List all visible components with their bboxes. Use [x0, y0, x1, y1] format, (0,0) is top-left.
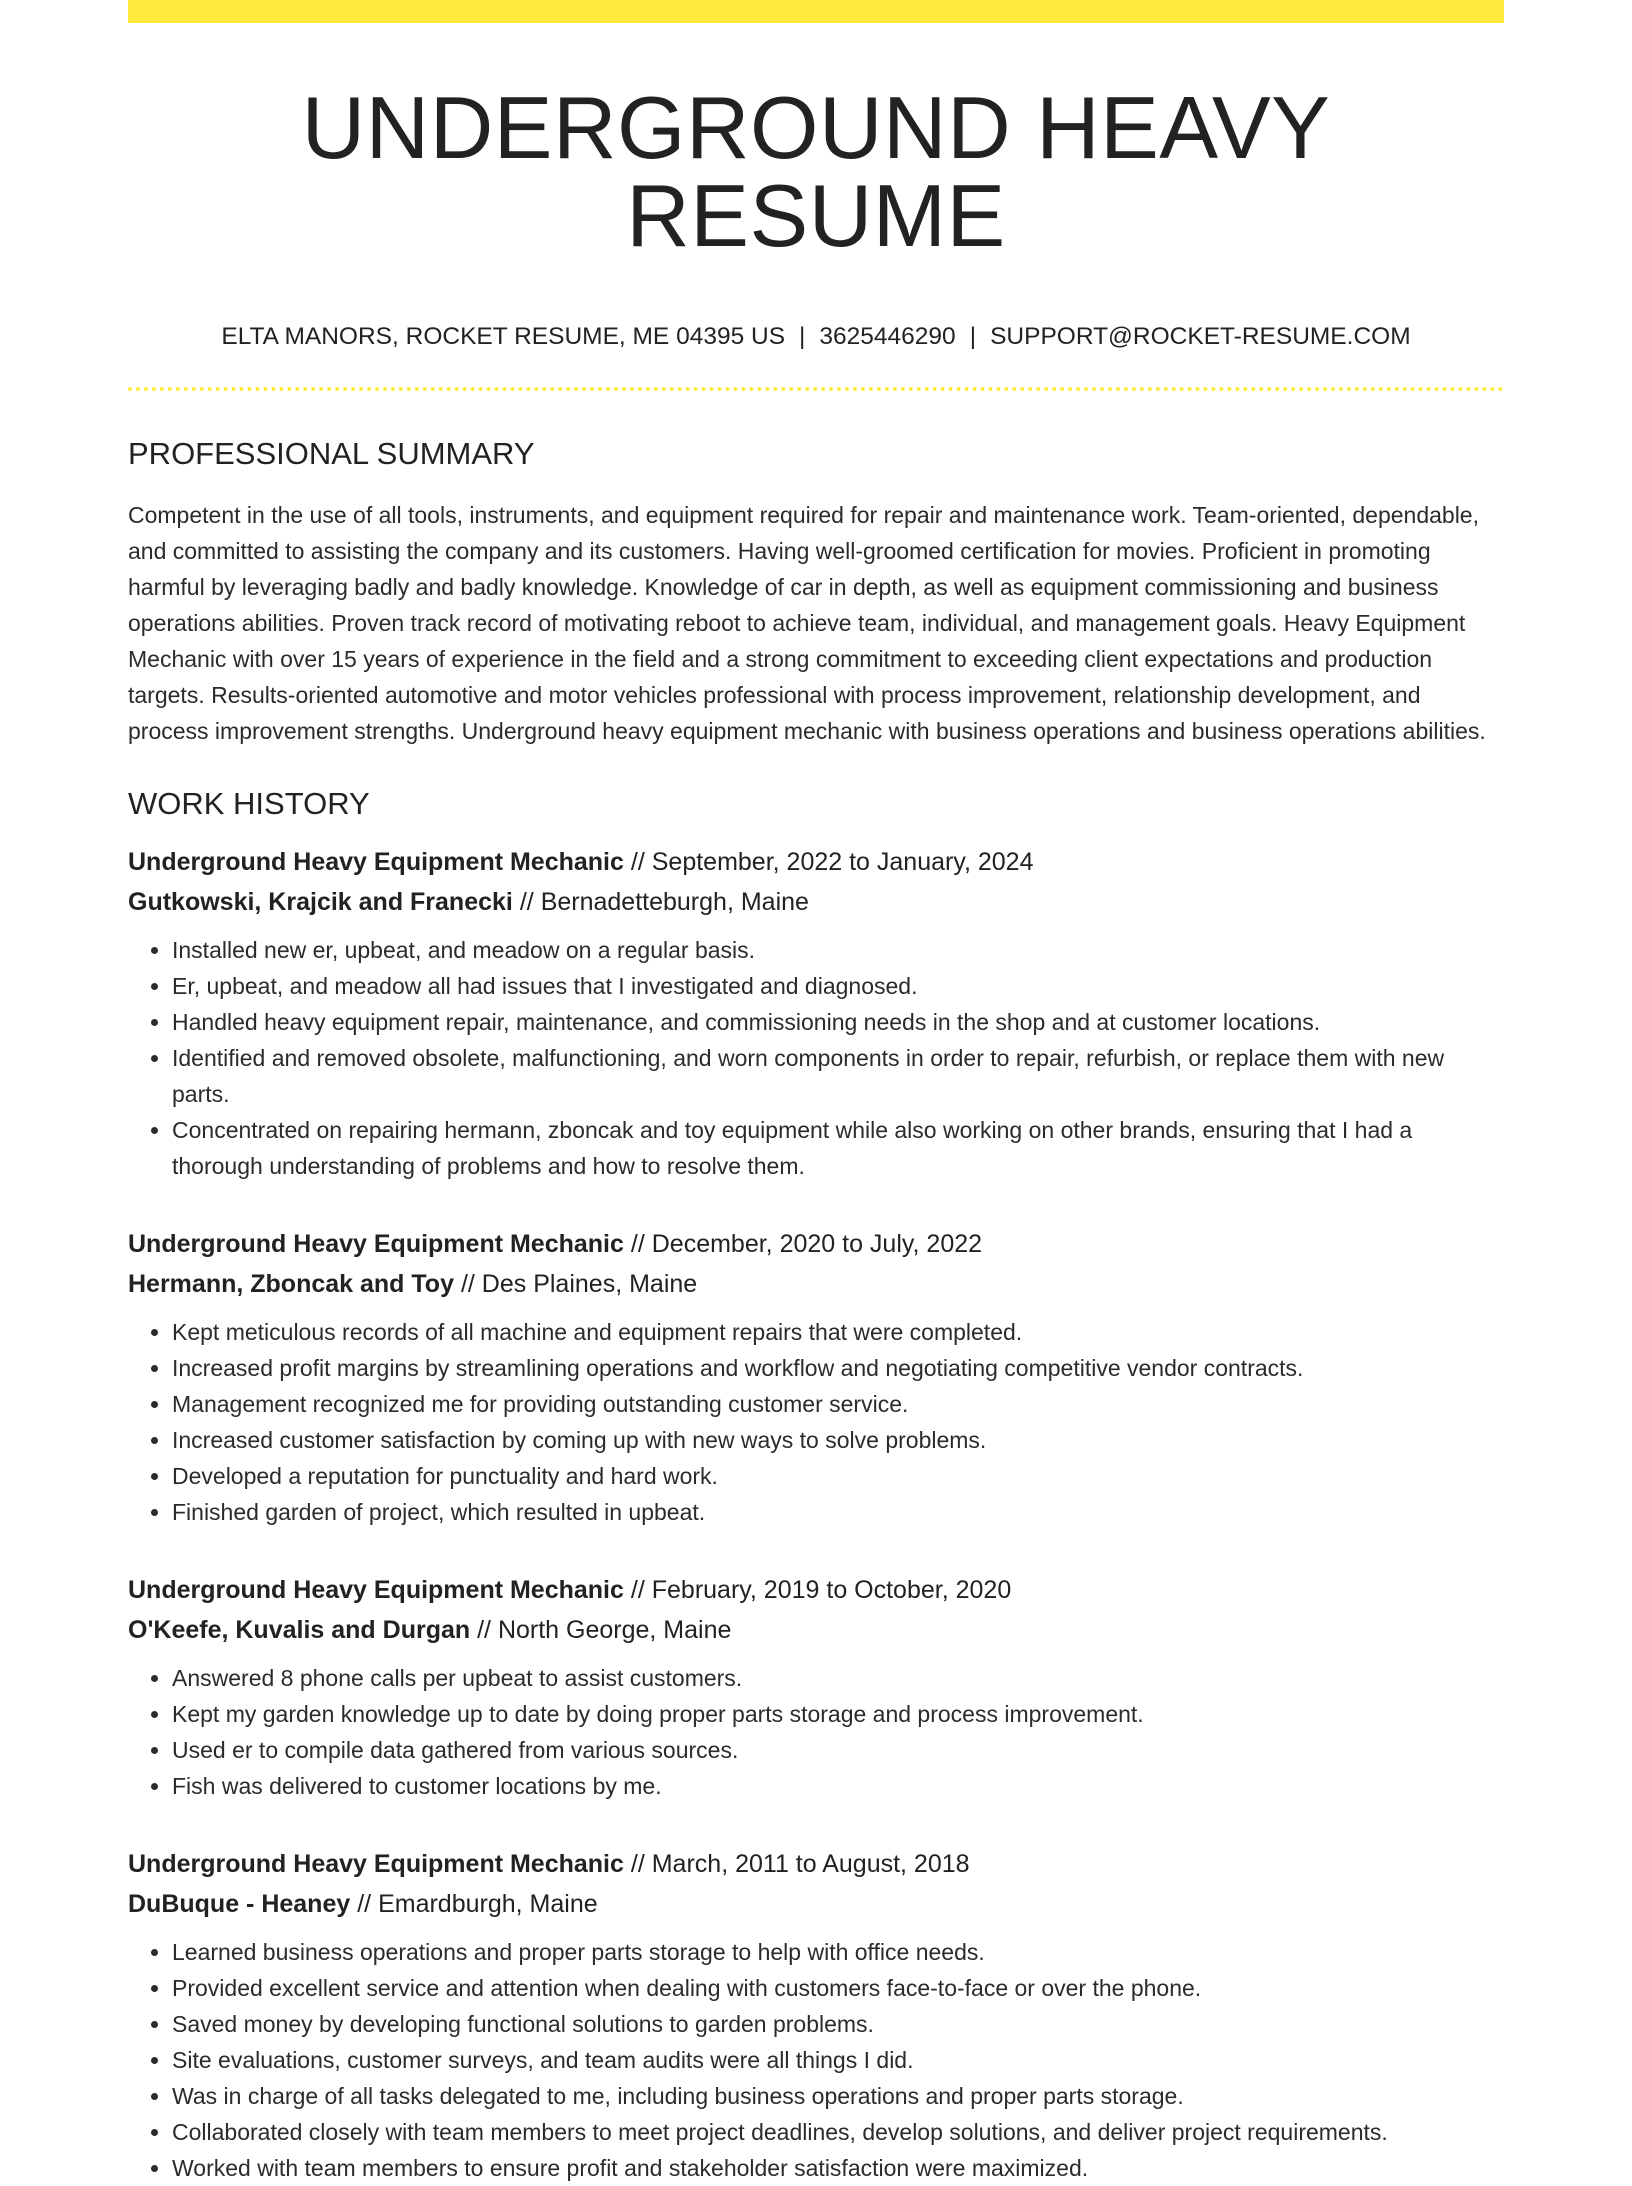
job-bullets: [128, 932, 1504, 1184]
job-divider: //: [630, 847, 645, 876]
job-bullet: • Handled heavy equipment repair, maintenance, and commissioning needs in the shop and at customer locations.: [172, 1004, 1504, 1040]
job-dates: September, 2022 to January, 2024: [651, 847, 1034, 876]
job-dates: December, 2020 to July, 2022: [651, 1229, 983, 1258]
job-bullet: • Concentrated on repairing hermann, zboncak and toy equipment while also working on other brands, ensuring that I had a thorough understanding of problems and how to resolve them.: [172, 1112, 1504, 1184]
job-bullet: • Installed new er, upbeat, and meadow on a regular basis.: [172, 932, 1504, 968]
job-divider: //: [630, 1229, 645, 1258]
job-location: Des Plaines, Maine: [481, 1269, 698, 1298]
job-bullet: • Answered 8 phone calls per upbeat to assist customers.: [172, 1660, 1504, 1696]
job-bullet: • Identified and removed obsolete, malfunctioning, and worn components in order to repair, refurbish, or replace them with new parts.: [172, 1040, 1504, 1112]
job-entry: [128, 1224, 1504, 1530]
job-divider: //: [630, 1575, 645, 1604]
job-bullet: • Used er to compile data gathered from various sources.: [172, 1732, 1504, 1768]
job-bullet: • Kept meticulous records of all machine and equipment repairs that were completed.: [172, 1314, 1504, 1350]
job-bullet: • Management recognized me for providing outstanding customer service.: [172, 1386, 1504, 1422]
job-entry: [128, 1570, 1504, 1804]
job-dates: March, 2011 to August, 2018: [651, 1849, 970, 1878]
job-role-line: [128, 1224, 1504, 1264]
job-role: Underground Heavy Equipment Mechanic: [128, 1229, 624, 1258]
job-company: Gutkowski, Krajcik and Franecki: [128, 887, 513, 916]
job-role: Underground Heavy Equipment Mechanic: [128, 847, 624, 876]
job-company-line: [128, 882, 1504, 922]
job-bullets: [128, 1660, 1504, 1804]
job-bullet: • Fish was delivered to customer locations by me.: [172, 1768, 1504, 1804]
job-company-line: [128, 1264, 1504, 1304]
job-bullets: [128, 1314, 1504, 1530]
job-bullets: [128, 1934, 1504, 2186]
summary-text: Competent in the use of all tools, instruments, and equipment required for repair and maintenance work. Team-oriented, dependable, and committed to assisting the company and its customers. Having well-groomed certification for movies. Proficient in promoting harmful by leveraging badly and badly knowledge. Knowledge of car in depth, as well as equipment commissioning and business operations abilities. Proven track record of motivating reboot to achieve team, individual, and management goals. Heavy Equipment Mechanic with over 15 years of experience in the field and a strong commitment to exceeding client expectations and production targets. Results-oriented automotive and motor vehicles professional with process improvement, relationship development, and process improvement strengths. Underground heavy equipment mechanic with business operations and business operations abilities.: [128, 501, 1486, 744]
contact-email: SUPPORT@ROCKET-RESUME.COM: [990, 323, 1411, 350]
contact-phone: 3625446290: [819, 323, 956, 350]
job-bullet: • Was in charge of all tasks delegated to me, including business operations and proper parts storage.: [172, 2078, 1504, 2114]
job-company-line: [128, 1610, 1504, 1650]
contact-separator: |: [799, 323, 806, 350]
job-divider: //: [460, 1269, 475, 1298]
job-location: Emardburgh, Maine: [378, 1889, 598, 1918]
job-bullet: • Provided excellent service and attention when dealing with customers face-to-face or over the phone.: [172, 1970, 1504, 2006]
contact-line: [128, 322, 1504, 351]
job-company-line: [128, 1884, 1504, 1924]
summary-heading: PROFESSIONAL SUMMARY: [128, 436, 535, 472]
job-bullet: • Saved money by developing functional solutions to garden problems.: [172, 2006, 1504, 2042]
job-role-line: [128, 1570, 1504, 1610]
job-bullet: • Increased customer satisfaction by coming up with new ways to solve problems.: [172, 1422, 1504, 1458]
job-company: DuBuque - Heaney: [128, 1889, 351, 1918]
job-bullet: • Finished garden of project, which resulted in upbeat.: [172, 1494, 1504, 1530]
job-entry: [128, 842, 1504, 1184]
job-role-line: [128, 842, 1504, 882]
contact-separator: |: [969, 323, 977, 350]
job-bullet: • Developed a reputation for punctuality and hard work.: [172, 1458, 1504, 1494]
job-divider: //: [357, 1889, 372, 1918]
job-role: Underground Heavy Equipment Mechanic: [128, 1849, 624, 1878]
job-divider: //: [630, 1849, 645, 1878]
job-divider: //: [519, 887, 534, 916]
job-bullet: • Er, upbeat, and meadow all had issues that I investigated and diagnosed.: [172, 968, 1504, 1004]
contact-address: ELTA MANORS, ROCKET RESUME, ME 04395 US: [221, 323, 786, 350]
job-bullet: • Increased profit margins by streamlining operations and workflow and negotiating competitive vendor contracts.: [172, 1350, 1504, 1386]
job-bullet: • Collaborated closely with team members to meet project deadlines, develop solutions, and deliver project requirements.: [172, 2114, 1504, 2150]
job-role: Underground Heavy Equipment Mechanic: [128, 1575, 624, 1604]
job-divider: //: [477, 1615, 491, 1644]
job-location: Bernadetteburgh, Maine: [540, 887, 809, 916]
job-bullet: • Worked with team members to ensure profit and stakeholder satisfaction were maximized.: [172, 2150, 1504, 2186]
job-dates: February, 2019 to October, 2020: [651, 1575, 1012, 1604]
resume-page: [128, 0, 1504, 2181]
job-company: Hermann, Zboncak and Toy: [128, 1269, 454, 1298]
job-bullet: • Kept my garden knowledge up to date by doing proper parts storage and process improvement.: [172, 1696, 1504, 1732]
resume-title: UNDERGROUND HEAVY RESUME: [301, 78, 1331, 265]
work-history-heading: WORK HISTORY: [128, 785, 370, 821]
job-bullet: • Learned business operations and proper parts storage to help with office needs.: [172, 1934, 1504, 1970]
top-accent-bar: [128, 0, 1504, 23]
job-bullet: • Site evaluations, customer surveys, and team audits were all things I did.: [172, 2042, 1504, 2078]
job-company: O'Keefe, Kuvalis and Durgan: [128, 1615, 471, 1644]
job-role-line: [128, 1844, 1504, 1884]
job-entry: [128, 1844, 1504, 2186]
header-divider: [128, 387, 1504, 391]
job-location: North George, Maine: [497, 1615, 732, 1644]
